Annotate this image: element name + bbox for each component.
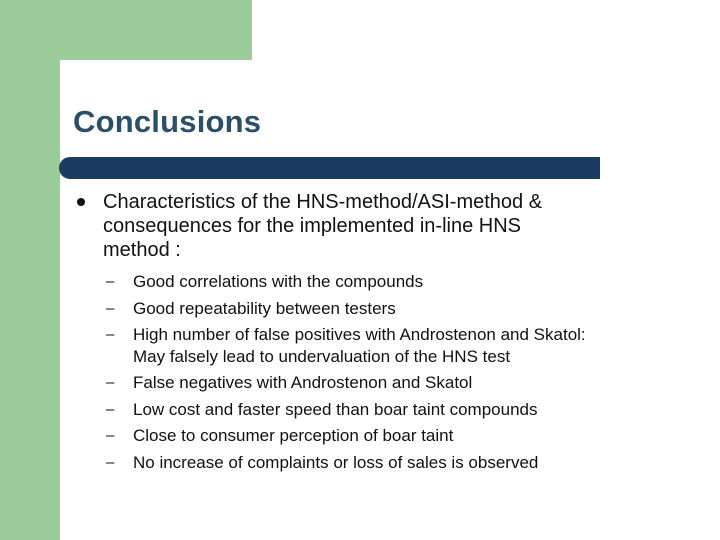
- slide-title: Conclusions: [73, 104, 262, 139]
- sub-bullet-line: May falsely lead to undervaluation of the HNS test: [133, 346, 511, 366]
- main-bullet-line: Characteristics of the HNS-method/ASI-method &: [103, 191, 543, 213]
- sub-bullet-line: Close to consumer perception of boar taint: [133, 426, 454, 445]
- sub-bullet-line: No increase of complaints or loss of sales is observed: [133, 452, 539, 472]
- sub-bullet-line: Low cost and faster speed than boar taint compounds: [133, 399, 538, 419]
- slide-content: [72, 190, 692, 478]
- dash-icon: –: [106, 374, 115, 391]
- title-underline-bar: [59, 157, 600, 179]
- sub-bullet: [72, 372, 692, 394]
- dash-icon: –: [106, 427, 115, 444]
- sub-bullet: [72, 399, 692, 421]
- main-bullet-line: consequences for the implemented in-line HNS: [103, 215, 521, 237]
- sub-bullet-list: [72, 271, 692, 473]
- sub-bullet-line: Good correlations with the compounds: [133, 272, 424, 291]
- sub-bullet: [72, 298, 692, 320]
- main-bullet: [72, 190, 692, 262]
- sub-bullet-line: False negatives with Androstenon and Skatol: [133, 373, 473, 392]
- dash-icon: –: [106, 453, 115, 471]
- dash-icon: –: [106, 273, 115, 290]
- sub-bullet: [72, 324, 692, 367]
- dash-icon: –: [106, 299, 115, 317]
- dash-icon: –: [106, 400, 115, 418]
- dash-icon: –: [106, 326, 115, 343]
- main-bullet-line: method :: [103, 239, 181, 261]
- sub-bullet: [72, 271, 692, 293]
- green-top-band: [0, 0, 252, 60]
- green-left-band: [0, 0, 60, 540]
- sub-bullet-line: High number of false positives with Androstenon and Skatol:: [133, 325, 586, 344]
- sub-bullet: [72, 452, 692, 474]
- sub-bullet-line: Good repeatability between testers: [133, 298, 396, 318]
- bullet-dot-icon: [77, 198, 85, 206]
- sub-bullet: [72, 425, 692, 447]
